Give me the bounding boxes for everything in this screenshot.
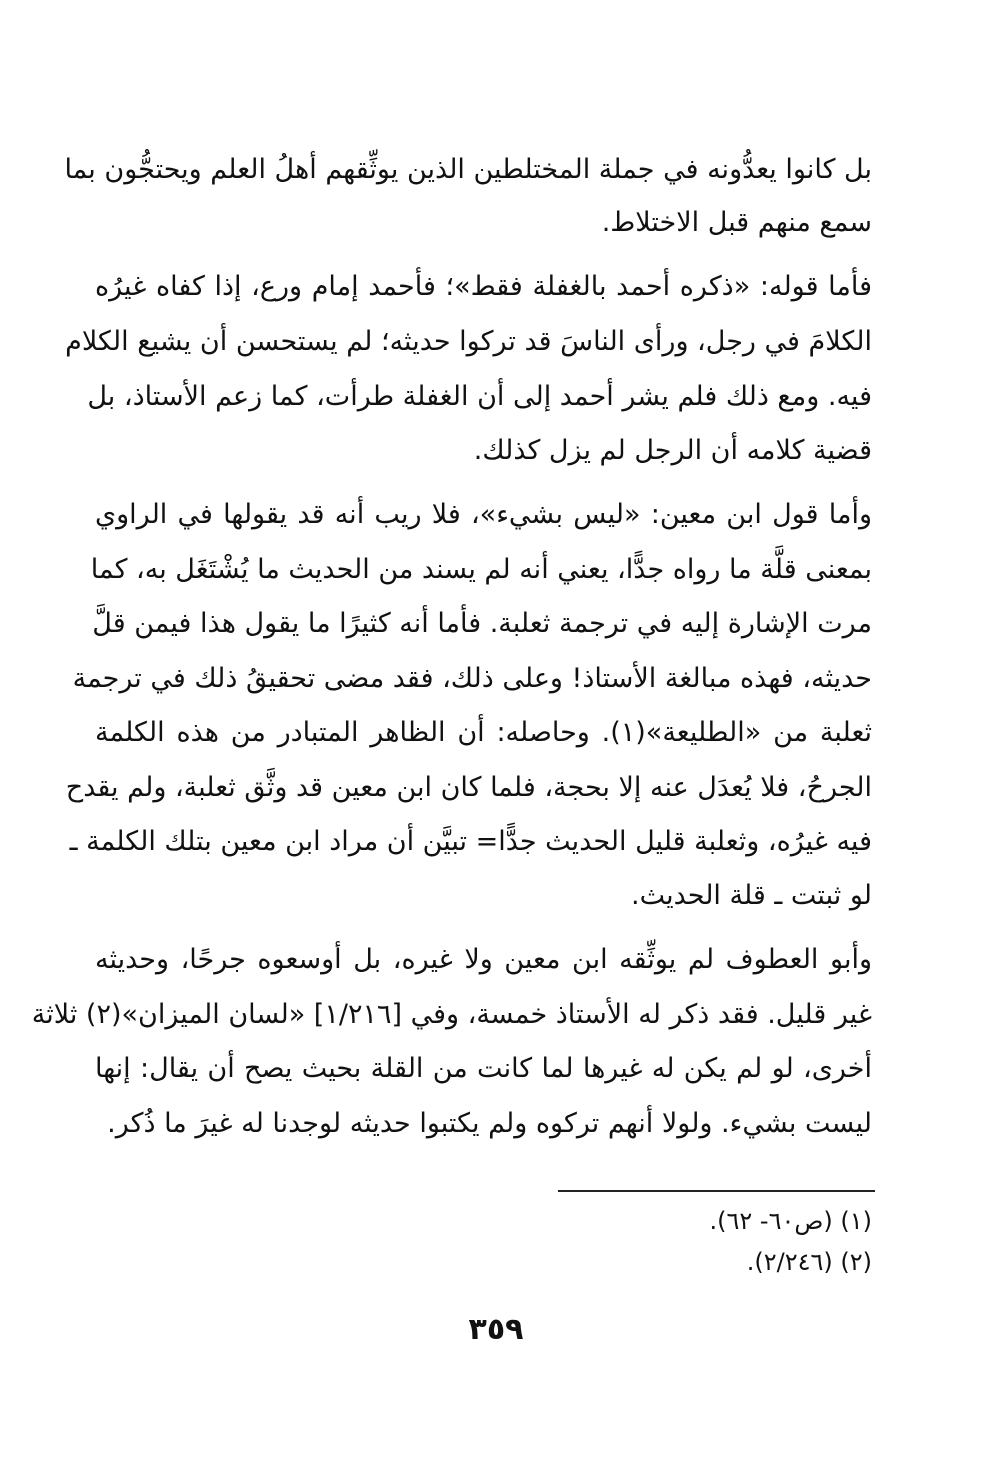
text-line: حديثه، فهذه مبالغة الأستاذ! وعلى ذلك، فقد مضى تحقيقُ ذلك في ترجمة [72, 663, 872, 694]
text-line: أخرى، لو لم يكن له غيرها لما كانت من القلة بحيث يصح أن يقال: إنها [95, 1053, 872, 1084]
text-line: قضية كلامه أن الرجل لم يزل كذلك. [473, 435, 872, 466]
text-line: ثعلبة من «الطليعة»(١). وحاصله: أن الظاهر المتبادر من هذه الكلمة [95, 717, 872, 748]
text-line: مرت الإشارة إليه في ترجمة ثعلبة. فأما أنه كثيرًا ما يقول هذا فيمن قلَّ [92, 608, 872, 639]
footnote: (٢) (٢/٢٤٦). [746, 1248, 872, 1276]
text-line: غير قليل. فقد ذكر له الأستاذ خمسة، وفي [١/٢١٦] «لسان الميزان»(٢) ثلاثة [31, 999, 872, 1030]
text-line: الجرحُ، فلا يُعدَل عنه إلا بحجة، فلما كان ابن معين قد وثَّق ثعلبة، ولم يقدح [65, 772, 872, 803]
text-line: الكلامَ في رجل، ورأى الناسَ قد تركوا حديثه؛ لم يستحسن أن يشيع الكلام [65, 326, 872, 357]
text-line: لو ثبتت ـ قلة الحديث. [631, 880, 872, 911]
text-line: ليست بشيء. ولولا أنهم تركوه ولم يكتبوا حديثه لوجدنا له غيرَ ما ذُكر. [107, 1108, 872, 1139]
text-line: بمعنى قلَّة ما رواه جدًّا، يعني أنه لم يسند من الحديث ما يُشْتَغَل به، كما [90, 554, 872, 585]
text-line: وأما قول ابن معين: «ليس بشيء»، فلا ريب أنه قد يقولها في الراوي [95, 499, 872, 530]
footnote-separator [558, 1190, 875, 1192]
text-line: فيه. ومع ذلك فلم يشر أحمد إلى أن الغفلة طرأت، كما زعم الأستاذ، بل [87, 381, 872, 412]
text-line: فيه غيرُه، وثعلبة قليل الحديث جدًّا= تبيَّن أن مراد ابن معين بتلك الكلمة ـ [69, 826, 872, 857]
text-line: سمع منهم قبل الاختلاط. [601, 207, 872, 238]
text-line: بل كانوا يعدُّونه في جملة المختلطين الذين يوثِّقهم أهلُ العلم ويحتجُّون بما [64, 154, 872, 185]
text-line: فأما قوله: «ذكره أحمد بالغفلة فقط»؛ فأحمد إمام ورع، إذا كفاه غيرُه [95, 271, 872, 302]
page-number: ٣٥٩ [468, 1312, 524, 1347]
text-line: وأبو العطوف لم يوثِّقه ابن معين ولا غيره، بل أوسعوه جرحًا، وحديثه [95, 944, 872, 975]
footnote: (١) (ص٦٠- ٦٢). [709, 1207, 872, 1235]
